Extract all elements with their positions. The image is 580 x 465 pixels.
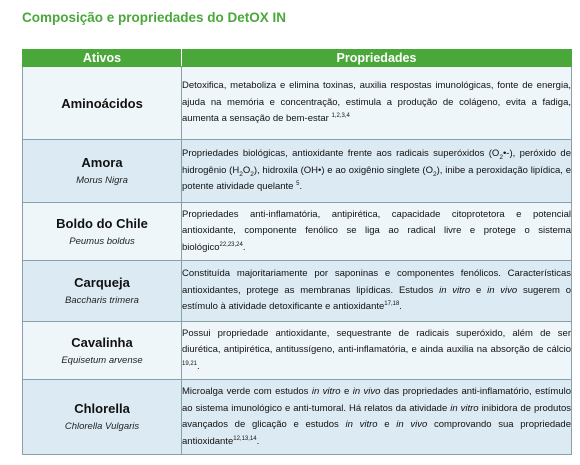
ativo-scientific-name: Equisetum arvense xyxy=(61,354,143,366)
ativo-cell xyxy=(23,203,182,261)
ativo-name: Aminoácidos xyxy=(61,95,143,111)
ativo-scientific-name: Peumus boldus xyxy=(69,235,135,247)
table-row xyxy=(23,261,572,322)
ativo-name: Cavalinha xyxy=(71,334,133,350)
ativo-name: Carqueja xyxy=(74,275,130,290)
page-title: Composição e propriedades do DetOX IN xyxy=(22,10,287,25)
ativo-scientific-name: Morus Nigra xyxy=(76,175,128,186)
propriedades-cell: Constituída majoritariamente por saponinas e componentes fenólicos. Características antioxidantes, protege as membranas lipídicas. Estudos in vitro e in vivo sugerem o estímulo à atividade detoxificante e antioxidante$^{17,18}$. xyxy=(182,261,572,322)
ativo-cell xyxy=(23,261,182,322)
ativo-name: Amora xyxy=(81,155,123,170)
ativo-cell xyxy=(23,322,182,380)
propriedades-cell: Propriedades biológicas, antioxidante frente aos radicais superóxidos $(O_2•-)$, peróxido de hidrogênio $(H_2O_2)$, hidroxila (OH•) e ao oxigênio singlete $(O_2)$, inibe a peroxidação lipídica, e potente atividade quelante $^5$. xyxy=(182,140,572,203)
propriedades-cell: Microalga verde com estudos in vitro e in vivo das propriedades anti-inflamatório, estímulo ao sistema imunológico e anti-tumoral. Há relatos da atividade in vitro inibidora de produtos avançados de glicação e estudos in vitro e in vivo comprovando sua propriedade antioxidante$^{12,13,14}$. xyxy=(182,380,572,455)
table-header-row xyxy=(23,50,572,67)
properties-table xyxy=(22,49,572,455)
ativo-name: Boldo do Chile xyxy=(56,215,148,231)
ativo-cell xyxy=(23,67,182,140)
table-row xyxy=(23,322,572,380)
header-propriedades: Propriedades xyxy=(182,50,572,67)
propriedades-cell: Possui propriedade antioxidante, sequestrante de radicais superóxido, além de ser diurética, antipirética, antitussígeno, anti-inflamatória, e ainda auxilia na absorção de cálcio $^{19,21}$. xyxy=(182,322,572,380)
ativo-name: Chlorella xyxy=(74,401,130,416)
ativo-cell xyxy=(23,380,182,455)
table-row xyxy=(23,203,572,261)
ativo-scientific-name: Baccharis trimera xyxy=(65,295,139,306)
ativo-cell xyxy=(23,140,182,203)
table-row xyxy=(23,380,572,455)
ativo-scientific-name: Chlorella Vulgaris xyxy=(64,421,140,432)
table-row xyxy=(23,67,572,140)
propriedades-cell: Detoxifica, metaboliza e elimina toxinas, auxilia respostas imunológicas, fonte de energia, ajuda na memória e concentração, estimula a produção de colágeno, evita a fadiga, aumenta a sensação de bem-estar $^{1,2,3,4}$ xyxy=(182,67,572,140)
header-ativos: Ativos xyxy=(23,50,182,67)
table-row xyxy=(23,140,572,203)
propriedades-cell: Propriedades anti-inflamatória, antipirética, capacidade citoprotetora e potencial antioxidante, componente fenólico se liga ao radical livre e protege o sistema biológico$^{22,23,24}$. xyxy=(182,203,572,261)
